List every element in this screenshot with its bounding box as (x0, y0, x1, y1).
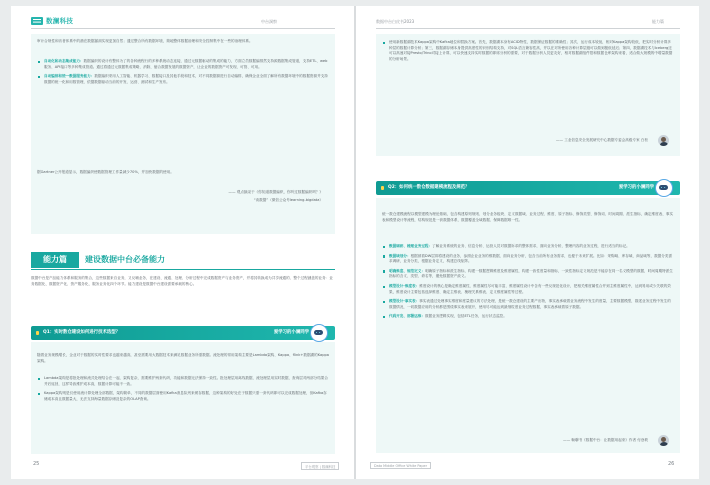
question-banner (31, 326, 335, 340)
section-divider (31, 269, 335, 270)
question-banner (376, 181, 680, 195)
list-item-heading: 自动化和动态集成能力： (44, 59, 84, 63)
answer-list (382, 244, 674, 324)
list-item-heading: 明确维度、规范定义： (389, 268, 425, 273)
section-intro: 数据中台是产品能力体系和服务的集合，这些数据来自业务，又反哺业务，在建设、流通、处理、分析过程中完成数据资产与业务资产，并将其转换成为共享流通的、整个过程涵盖的业务：业务数据化、数据资产化、资产服务化、服务业务化四个环节。能力建设是数据中台建设需要承载的核心。 (31, 276, 333, 286)
section-tag: 能力篇 (31, 252, 79, 268)
list-item (382, 299, 674, 310)
header-document-title: 数据中台白皮书2023 (376, 19, 415, 24)
expert-list (382, 40, 674, 66)
footer-label: Data Middle Office White Paper (370, 462, 431, 469)
list-item (37, 74, 329, 85)
list-item-heading: 代码开发、部署运维： (389, 314, 425, 319)
list-item-heading: 数据调研、梳理业务过程： (389, 244, 433, 248)
footer-label: 平台观察 | 数澜科技 (301, 462, 339, 470)
brand-logo (31, 16, 73, 25)
feature-list (37, 59, 329, 89)
list-item (382, 269, 674, 280)
list-item (382, 244, 674, 250)
robot-mascot-icon (310, 324, 328, 342)
brand-logo-icon (31, 17, 43, 25)
quote-source-channel: “谈数据”（微信公众号learning-bigdata） (253, 198, 323, 202)
list-item-text: 维度设计的核心是确定维度属性，维度属性尽可能丰富，维度属性设计中含有一些反规范化设计，把相关维度属性合并到主维度属性中，达到易用或少关联的效果，维度设计主要包括选择维度、确定主维表、梳理关系维表、定义维度属性等过程。 (389, 283, 671, 294)
list-item-text: 数据业务逻辑实现，包括ETL任务，运行状态监控。 (424, 314, 507, 319)
section-title: 建设数据中台必备能力 (85, 255, 165, 264)
question-asker: 爱学习的小澜同学 (273, 330, 309, 335)
quote-source: —— 观点摘录于《你知道数据编织，你听过数据编织吗？》 (228, 190, 323, 194)
list-item-text: 根据被看DW层即将建设的业务，参照企业业务的维数据，面向业务分析，包含当前所有业务需求，也便于未来扩展。比如：采购域、库存域、商品域等，数据分类需求调研，业务分类，根据业务定义，构建总线矩阵。 (389, 253, 673, 264)
question-title: Q1：实时数仓建设如何进行技术选型？ (43, 330, 121, 335)
list-item: Lambda架构是将批处理和流式处理结合在一起，架构复杂，需要维护两套代码，功能和数据无法保持一致性。批处理层用离线数据，流处理层用实时数据，查询层对两部分结果合并后返回，这样导致维护成本高，数据计算可能不一致。 (37, 376, 329, 387)
page-number: 26 (668, 461, 675, 467)
paragraph: 审计合规性和访者体系中的潜在数据漏洞实现更加自然；通过整合所有数据环境，简地整体数据治理和安全控制集中在一些的治理体系。 (37, 39, 253, 43)
list-item-heading: 模型设计-维度表： (389, 283, 420, 288)
list-item-heading: 模型设计-事实表： (389, 299, 420, 304)
paragraph: 据Gartner公开报道显示，数据编织使数据管理工作量减少70%，并加快数据的使用。 (37, 170, 174, 174)
list-item-text: 数据编织采用人工智能、机器学习、数据接口及其他手段和技术，对不同数据源进行自动编排，确保企业全面了解所有数据环境中的数据资源并支持数据的统一化和用数管理，依据数据驱动当前的开发、运营、测试和生产发布。 (44, 74, 328, 84)
brand-name: 数澜科技 (46, 17, 74, 25)
list-item-text: 数据编织的设计有整体为了的各种流程行的多种系统动态连接，通过元数据驱动的集成的能力，方面立员数据编排然支持源数据集成管道，支持ETL、web服务、API接口等多种集成管道。通过将通过元数据集成策略，消除、缩合数据发展的数据资产，让企业的数据资产可发现、可管、可用。 (44, 59, 328, 69)
answer-intro: 统一数仓建模流程以模型建模为理论基础，包含构建原则规则、划分业务板块、定义数据域、业务过程、维度、原子指标、修饰类型、修饰词、时间周期、派生指标，确定维度表、事实表和模型设计等流程，结构规范是一套数据体系，数据覆盖全域数据、保障数据唯一性。 (382, 212, 674, 222)
expert-avatar (658, 435, 669, 446)
robot-mascot-icon (655, 179, 673, 197)
list-item-text: 事实表通过处理事实维度和度量建议的方法处理，是统一数仓建设的主要产出物，事实表承载着业务流程中发生的度量，主要数据模型，描述业务过程中发生的数据情况，一切数据应用的分析都是围绕事实表来展开，使用尽可能达到最细粒度业务过程数据，事实表承载着原子数据。 (389, 299, 671, 309)
section-header (31, 252, 335, 268)
list-item-text: 明确原子指标和派生指标，构建一数据逻辑维度及维度属性，构建一致性度量和指标，一致性指标定义规范是不能存在同一名义模型的数据，时间周期特派生指标的含义、类型、命名等，避免数据资产歧义。 (389, 268, 673, 279)
answer-panel (376, 198, 680, 453)
list-item-text: 了解业务系统的业务、信息分析、运营人员对数据诉求的整体需求，面向业务分析，整理内容的业务过程，进行适当的标记。 (432, 244, 630, 248)
list-item (382, 284, 674, 295)
list-item: 使用新数据湖技术Kappa架构中Kafka地位和替换方案。首先，数据湖本身有ACID特性，数据保证数据的准确性；其次，运行成本较低，相对Kappa架构较低，把实时分析计算多种层的数据计算分析；第三，数据湖存储本身提供高度性的识别结构支持，对SQL语言兼容性高，并以在对所使用各种计算层级可以做到极低延迟；第四，数据湖技术与Iceberg还可以高速对接Presto/Trino对接上计算，可以快速支持实时数据的即席分析的需要，对于数据分析人员更友好，相对数据湖组件搭和数据仓库架构来看，适合做大规模的中增量数据的分析场景。 (382, 40, 674, 62)
list-item (382, 314, 674, 320)
expert-avatar (658, 135, 669, 146)
list-item (37, 59, 329, 70)
header-section-label: 能力篇 (652, 19, 664, 24)
list-item-heading: 自动编排和统一数据服务能力： (44, 74, 95, 79)
list-item-heading: 数据域划分： (389, 253, 411, 258)
list-item (382, 254, 674, 265)
question-asker: 爱学习的小澜同学 (618, 185, 654, 190)
question-title: Q2：如何统一数仓数据建模流程及规范？ (388, 185, 470, 190)
answer-intro: 随着业务规模增长，企业对于数据的实时性要求也越来越高，甚至需要用大数据技术来满足数据业务所需数据。流处理的常用架构主要是Lambda架构、Kappa、flink+数据湖的Kappa架构。 (37, 353, 329, 363)
quote-source: —— 畅聊书《数据中台：让数据用起来》作者 付登坡 (563, 438, 648, 442)
header-divider (31, 28, 335, 29)
list-item: Kappa架构则是仅使用流计算处理全部数据，架构简单，不同的数据层面使用Kafka消息队列来缓存数据，这种架构的好处在于数据只需一套代码即可以完成数据处理，但Kafka存储成本高且数据量大，无法支持海量数据存储及复杂的OLAP查询。 (37, 391, 329, 402)
answer-list (37, 376, 329, 406)
quote-source: —— 工业信息安全发展研究中心数据专委会高级专家 白松 (555, 138, 648, 142)
header-divider (376, 28, 680, 29)
page-number: 25 (33, 461, 40, 467)
right-page (356, 6, 699, 479)
left-page (11, 6, 354, 479)
header-section-label: 中台洞察 (261, 19, 277, 24)
